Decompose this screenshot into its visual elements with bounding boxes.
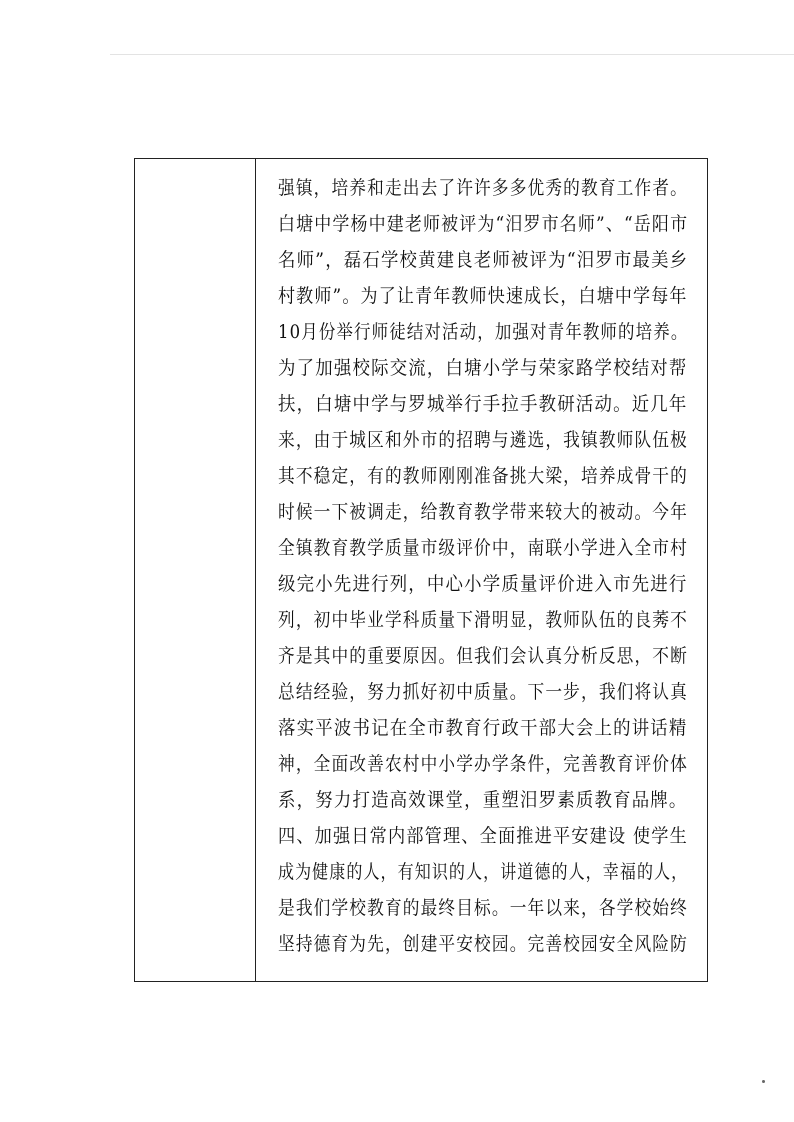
paragraph-line: 全镇教育教学质量市级评价中，南联小学进入全市村 — [278, 537, 688, 559]
paragraph-line: 是我们学校教育的最终目标。一年以来，各学校始终 — [278, 897, 688, 919]
page-top-edge-line — [110, 54, 794, 55]
paragraph-line: 列，初中毕业学科质量下滑明显，教师队伍的良莠不 — [278, 609, 688, 631]
paragraph-line: 坚持德育为先，创建平安校园。完善校园安全风险防 — [278, 933, 688, 955]
paragraph-line: 来，由于城区和外市的招聘与遴选，我镇教师队伍极 — [278, 429, 688, 451]
table-left-column — [135, 159, 256, 981]
paragraph-line: 总结经验，努力抓好初中质量。下一步，我们将认真 — [278, 681, 688, 703]
paragraph-line: 10月份举行师徒结对活动，加强对青年教师的培养。 — [278, 321, 689, 343]
paragraph-line: 系，努力打造高效课堂，重塑汨罗素质教育品牌。 — [278, 789, 688, 811]
paragraph-line: 村教师”。为了让青年教师快速成长，白塘中学每年 — [278, 285, 688, 307]
paragraph-line: 落实平波书记在全市教育行政干部大会上的讲话精 — [278, 717, 688, 739]
paragraph-line: 为了加强校际交流，白塘小学与荣家路学校结对帮 — [278, 357, 688, 379]
table-content-cell — [256, 159, 707, 981]
paragraph-line: 级完小先进行列，中心小学质量评价进入市先进行 — [278, 573, 688, 595]
document-table — [134, 158, 708, 982]
paragraph-line: 神，全面改善农村中小学办学条件，完善教育评价体 — [278, 753, 688, 775]
paragraph-line: 名师”，磊石学校黄建良老师被评为“汨罗市最美乡 — [278, 249, 689, 271]
paragraph-line: 白塘中学杨中建老师被评为“汨罗市名师”、“岳阳市 — [278, 213, 689, 235]
paragraph-line: 扶，白塘中学与罗城举行手拉手教研活动。近几年 — [278, 393, 688, 415]
paragraph-line: 齐是其中的重要原因。但我们会认真分析反思，不断 — [278, 645, 688, 667]
paragraph-line: 时候一下被调走，给教育教学带来较大的被动。今年 — [278, 501, 688, 523]
paragraph-line: 成为健康的人，有知识的人，讲道德的人，幸福的人， — [278, 861, 689, 883]
section-heading-line: 四、加强日常内部管理、全面推进平安建设 使学生 — [278, 825, 688, 847]
paragraph-line: 强镇，培养和走出去了许许多多优秀的教育工作者。 — [278, 177, 688, 199]
scan-speck — [762, 1080, 765, 1083]
paragraph-line: 其不稳定，有的教师刚刚准备挑大梁，培养成骨干的 — [278, 465, 688, 487]
